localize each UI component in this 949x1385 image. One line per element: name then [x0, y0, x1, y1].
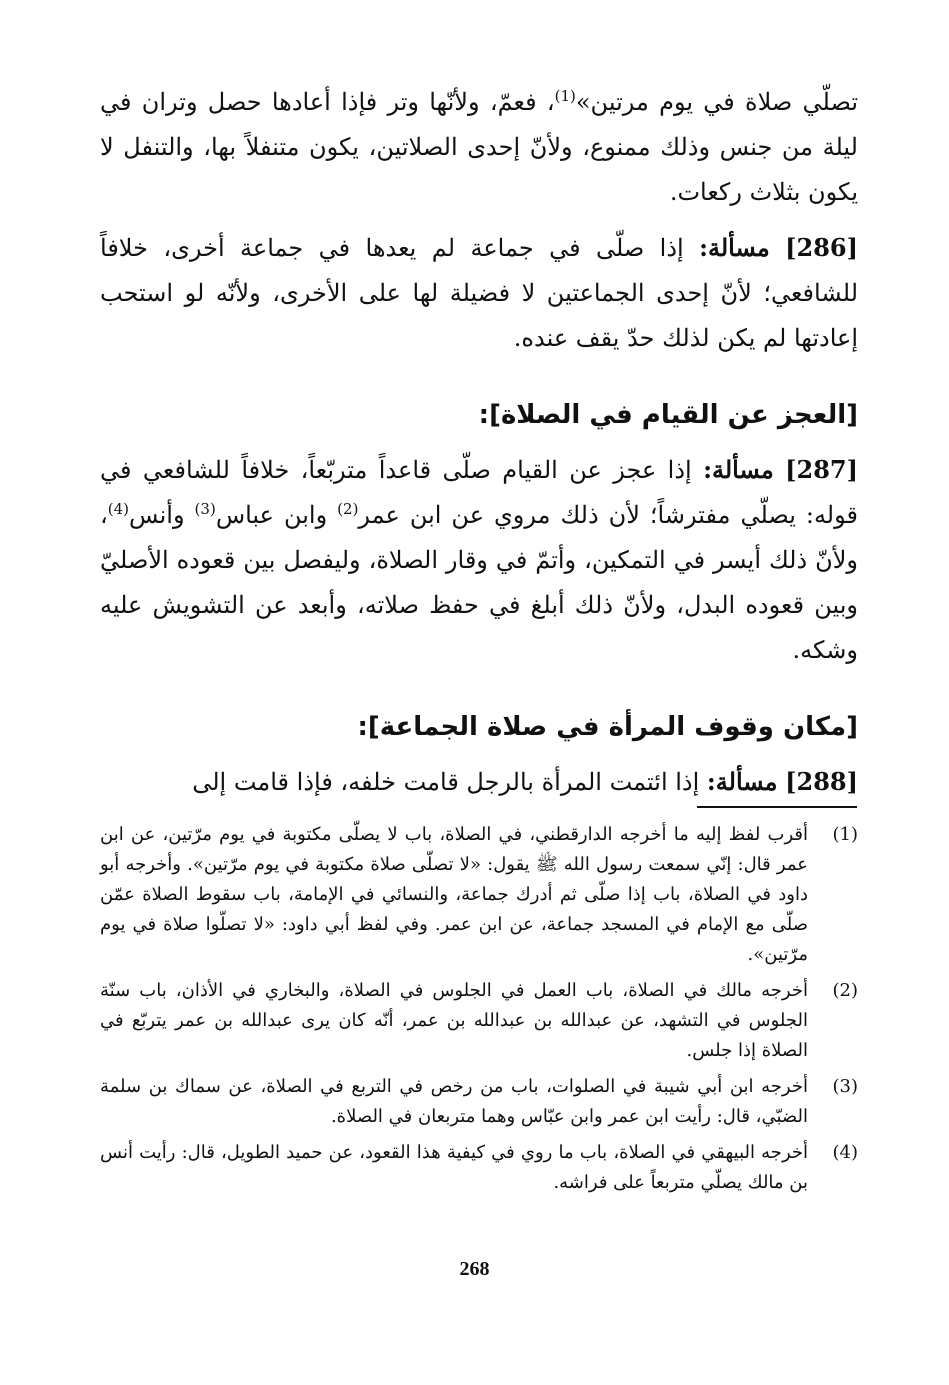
paragraph-286: [100, 225, 858, 361]
issue-text-a: إذا عجز عن القيام صلّى قاعداً متربّعاً، خلافاً للشافعي في قوله: يصلّي مفترشاً؛ لأن ذلك مروي عن ابن عمر: [100, 456, 858, 529]
footnote-separator: [697, 806, 857, 808]
footnote-number: (2): [832, 980, 858, 1001]
issue-number: [288]: [785, 767, 858, 796]
issue-label: مسألة:: [706, 767, 778, 796]
paragraph-287: [100, 447, 858, 673]
footnote-ref-1: (1): [554, 87, 576, 105]
issue-text: إذا صلّى في جماعة لم يعدها في جماعة أخرى، خلافاً للشافعي؛ لأنّ إحدى الجماعتين لا فضيلة لها على الأخرى، ولأنّه لو استحب إعادتها لم يكن لذلك حدّ يقف عنده.: [100, 234, 858, 352]
paragraph-288: [100, 759, 858, 805]
footnote-text: أخرجه ابن أبي شيبة في الصلوات، باب من رخص في التربع في الصلاة، عن سماك بن سلمة الضبّي، قال: رأيت ابن عمر وابن عبّاس وهما متربعان في الصلاة.: [100, 1076, 808, 1127]
issue-number: [286]: [785, 233, 858, 262]
footnote-ref-3: (3): [194, 500, 216, 518]
issue-label: مسألة:: [699, 233, 770, 262]
intro-text-a: تصلّي صلاة في يوم مرتين»: [575, 88, 858, 116]
footnote-item: [100, 976, 858, 1066]
issue-text-b: وابن عباس: [215, 501, 328, 529]
footnotes: [100, 820, 858, 1204]
footnote-text: أخرجه مالك في الصلاة، باب العمل في الجلوس في الصلاة، والبخاري في الأذان، باب سنّة الجلوس في التشهد، عن عبدالله بن عبدالله بن عمر، أنّه كان يرى عبدالله بن عمر يتربّع في الصلاة إذا جلس.: [100, 980, 808, 1061]
section-heading-1: [العجز عن القيام في الصلاة]:: [478, 400, 858, 430]
footnote-number: (1): [832, 824, 858, 845]
footnote-item: [100, 820, 858, 970]
paragraph-intro: [100, 80, 858, 215]
footnote-text: أقرب لفظ إليه ما أخرجه الدارقطني، في الصلاة، باب لا يصلّى مكتوبة في يوم مرّتين، عن ابن عمر قال: إنّي سمعت رسول الله ﷺ يقول: «لا تصلّى صلاة مكتوبة في يوم مرّتين». وأخرجه أبو داود في الصلاة، باب إذا صلّى ثم أدرك جماعة، والنسائي في الإمامة، باب سقوط الصلاة عمّن صلّى مع الإمام في المسجد جماعة، عن ابن عمر. وفي لفظ أبي داود: «لا تصلّوا صلاة في يوم مرّتين».: [100, 824, 808, 965]
issue-number: [287]: [785, 455, 858, 484]
footnote-item: [100, 1138, 858, 1198]
intro-text-b: ، فعمّ، ولأنّها وتر فإذا أعادها حصل وتران في ليلة من جنس وذلك ممنوع، ولأنّ إحدى الصلاتين، يكون متنفلاً بها، والتنفل لا يكون بثلاث ركعات.: [100, 88, 858, 206]
issue-text-d: ، ولأنّ ذلك أيسر في التمكين، وأتمّ في وقار الصلاة، وليفصل بين قعوده الأصليّ وبين قعوده البدل، ولأنّ ذلك أبلغ في حفظ صلاته، وأبعد عن التشويش عليه وشكه.: [100, 501, 858, 664]
section-heading-2: [مكان وقوف المرأة في صلاة الجماعة]:: [357, 712, 858, 742]
footnote-item: [100, 1072, 858, 1132]
page-number: 268: [459, 1258, 490, 1280]
main-text: [100, 80, 858, 805]
footnote-ref-4: (4): [107, 500, 130, 518]
footnote-number: (4): [832, 1142, 858, 1163]
issue-label: مسألة:: [703, 455, 774, 484]
issue-text-c: وأنس: [129, 501, 185, 529]
footnote-ref-2: (2): [337, 500, 359, 518]
footnote-text: أخرجه البيهقي في الصلاة، باب ما روي في كيفية هذا القعود، عن حميد الطويل، قال: رأيت أنس بن مالك يصلّي متربعاً على فراشه.: [100, 1142, 808, 1193]
issue-text: إذا ائتمت المرأة بالرجل قامت خلفه، فإذا قامت إلى: [192, 768, 700, 796]
footnote-number: (3): [832, 1076, 858, 1097]
